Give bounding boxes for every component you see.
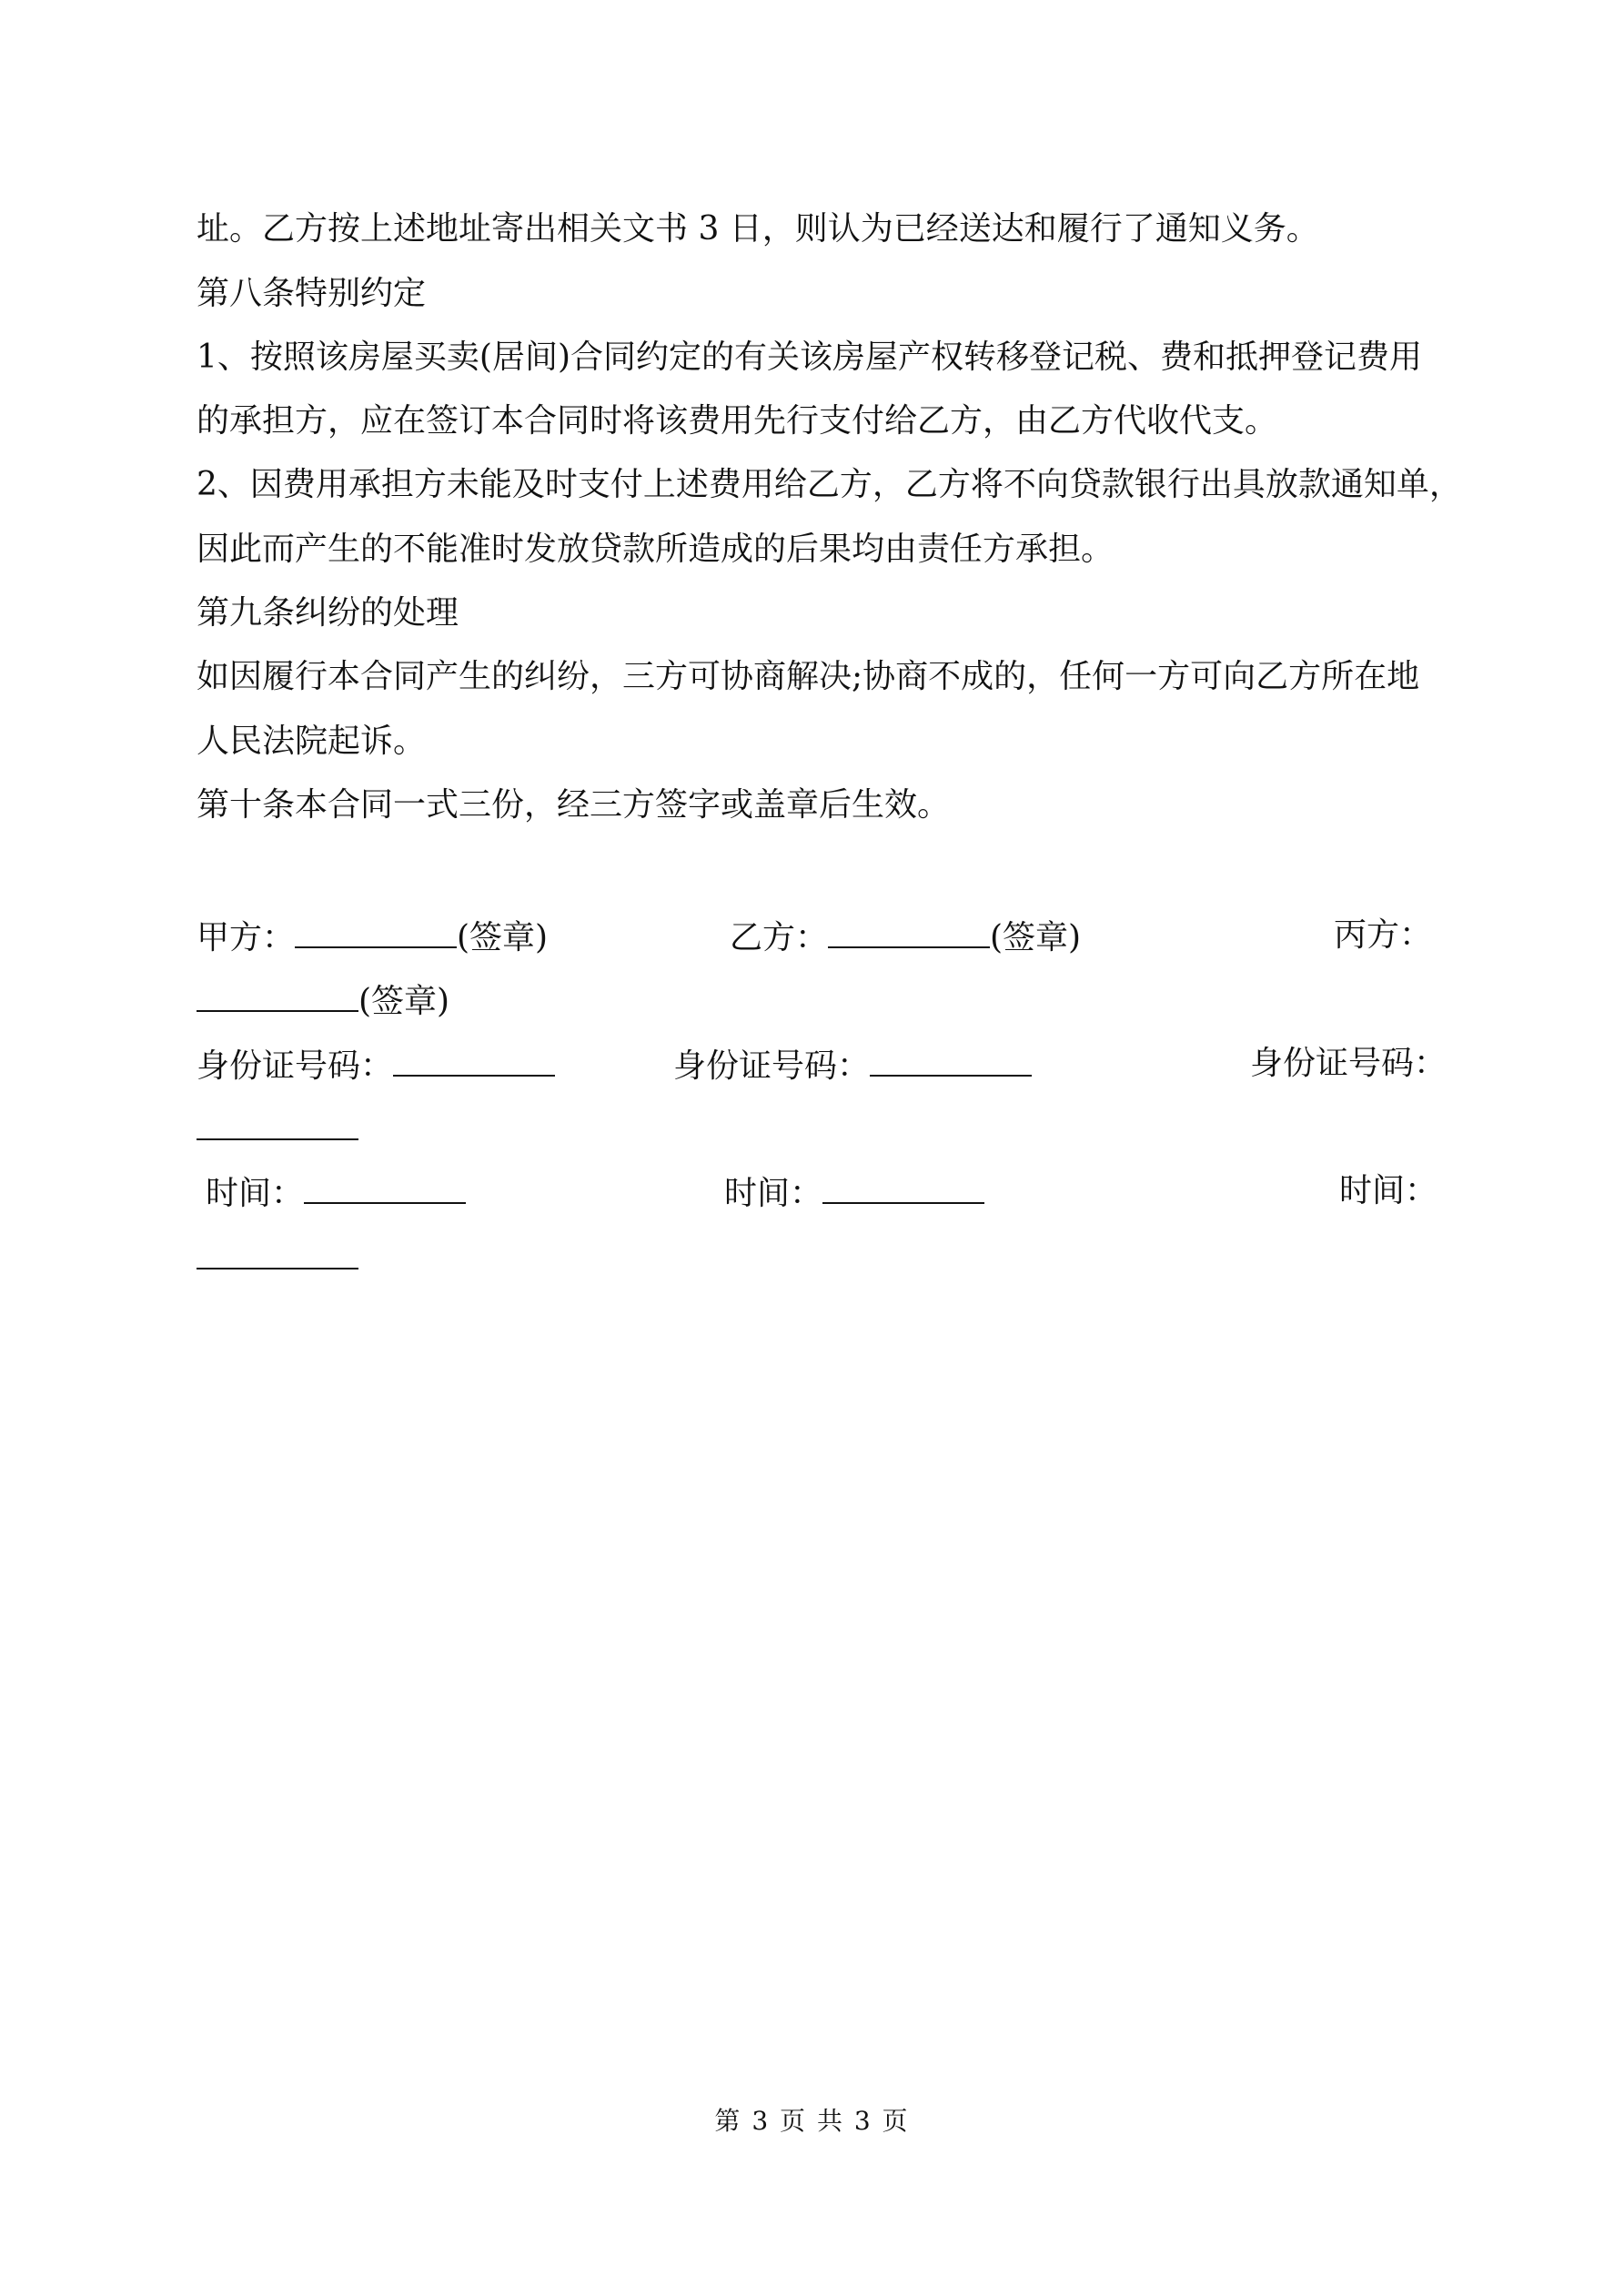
party-b-id-label: 身份证号码：: [673, 1047, 871, 1085]
party-b-blank: [828, 915, 990, 948]
party-a-blank: [295, 915, 457, 948]
id-number-row: [197, 1044, 1447, 1085]
party-a-label: 甲方：: [197, 919, 296, 956]
party-c-id-label: 身份证号码：: [1250, 1045, 1447, 1082]
party-c-label: 丙方：: [1334, 916, 1433, 954]
party-c-seal-note: (签章): [358, 983, 450, 1020]
party-c-time-label: 时间：: [1339, 1172, 1438, 1209]
party-a-time: [206, 1171, 466, 1214]
party-b-id-blank: [870, 1044, 1032, 1077]
party-c-id-blank: [197, 1138, 358, 1140]
dispute-line-2: 人民法院起诉。: [197, 723, 427, 760]
clause-1-line-1: 1、按照该房屋买卖(居间)合同约定的有关该房屋产权转移登记税、费和抵押登记费用: [197, 339, 1422, 376]
party-signature-row: [197, 915, 1443, 956]
party-b-label: 乙方：: [730, 919, 829, 956]
party-c-time-blank: [197, 1268, 358, 1269]
clause-1-line-2: 的承担方，应在签订本合同时将该费用先行支付给乙方，由乙方代收代支。: [197, 402, 1278, 440]
party-a-time-label: 时间：: [206, 1175, 305, 1212]
party-a-id: [197, 1044, 555, 1087]
heading-article-8: 第八条特别约定: [197, 275, 427, 312]
party-a-signature: [197, 915, 548, 958]
party-a-id-blank: [393, 1044, 555, 1077]
party-b-id: [673, 1044, 1032, 1087]
party-a-id-label: 身份证号码：: [197, 1047, 394, 1085]
party-c-blank: [197, 979, 358, 1012]
party-b-time: [724, 1171, 984, 1214]
heading-article-9: 第九条纠纷的处理: [197, 594, 459, 632]
party-b-time-blank: [822, 1171, 984, 1204]
dispute-line-1: 如因履行本合同产生的纠纷，三方可协商解决;协商不成的，任何一方可向乙方所在地: [197, 658, 1420, 695]
party-a-seal-note: (签章): [457, 919, 549, 956]
paragraph-address-notice: 址。乙方按上述地址寄出相关文书 3 日，则认为已经送达和履行了通知义务。: [197, 210, 1319, 248]
time-row: [197, 1171, 1443, 1211]
party-b-seal-note: (签章): [990, 919, 1082, 956]
party-c-signature-continued: [197, 979, 1443, 1019]
party-b-time-label: 时间：: [724, 1175, 823, 1212]
page-footer: 第 3 页 共 3 页: [714, 2106, 910, 2136]
clause-2-line-2: 因此而产生的不能准时发放贷款所造成的后果均由责任方承担。: [197, 531, 1115, 568]
party-b-signature: [730, 915, 1081, 958]
article-10: 第十条本合同一式三份，经三方签字或盖章后生效。: [197, 786, 951, 824]
party-a-time-blank: [304, 1171, 466, 1204]
clause-2-line-1: 2、因费用承担方未能及时支付上述费用给乙方，乙方将不向贷款银行出具放款通知单，: [197, 466, 1462, 503]
